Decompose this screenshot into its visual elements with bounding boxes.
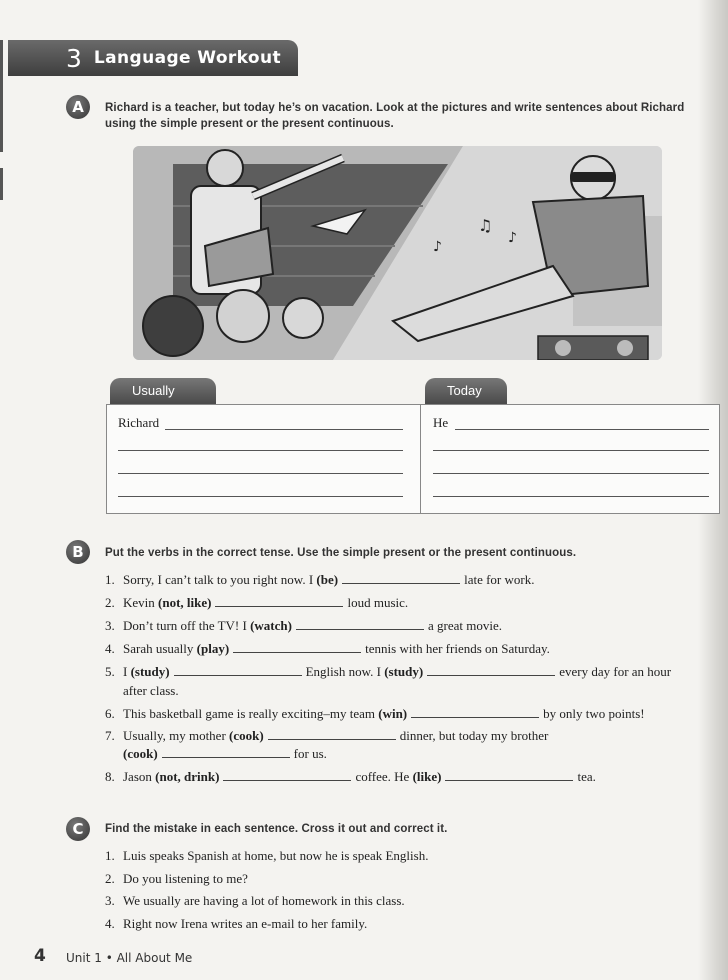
- item-text: Jason: [123, 769, 156, 784]
- tab-today: Today: [425, 378, 507, 404]
- verb-cue: (watch): [250, 618, 292, 633]
- verb-cue: (cook): [229, 728, 264, 743]
- illustration: [133, 146, 662, 360]
- answer-blank[interactable]: [268, 728, 396, 740]
- exercise-c-item: [105, 848, 428, 864]
- item-number: 1.: [105, 848, 115, 863]
- svg-text:♪: ♪: [433, 239, 442, 255]
- svg-text:♪: ♪: [508, 230, 517, 246]
- part-a-instruction-line2: using the simple present or the present continuous.: [105, 118, 394, 130]
- teacher-vacation-illustration: [133, 146, 662, 360]
- item-text[interactable]: Luis speaks Spanish at home, but now he is speak English.: [123, 848, 429, 863]
- exercise-b-item: [105, 618, 502, 634]
- answer-line[interactable]: [433, 473, 709, 474]
- answer-line[interactable]: [165, 429, 403, 430]
- footer-unit-title: Unit 1 • All About Me: [66, 951, 193, 965]
- exercise-b-item: [105, 728, 548, 744]
- answer-blank[interactable]: [427, 664, 555, 676]
- item-text: Kevin: [123, 595, 159, 610]
- verb-cue: (study): [384, 664, 424, 679]
- answer-line[interactable]: [118, 450, 403, 451]
- item-text: by only two points!: [543, 706, 645, 721]
- item-text: for us.: [293, 746, 327, 761]
- exercise-b-item: [105, 641, 550, 657]
- answer-table: [106, 404, 720, 514]
- answer-line[interactable]: [433, 496, 709, 497]
- verb-cue: (cook): [123, 746, 158, 761]
- answer-blank[interactable]: [174, 664, 302, 676]
- badge-c: C: [66, 817, 90, 841]
- exercise-b-item: [105, 664, 671, 680]
- margin-rule: [0, 40, 3, 152]
- page-number: 4: [34, 946, 46, 966]
- section-number: 3: [66, 43, 82, 73]
- answer-blank[interactable]: [233, 641, 361, 653]
- section-title: Language Workout: [93, 48, 282, 68]
- item-text: coffee. He: [355, 769, 413, 784]
- tab-usually: Usually: [110, 378, 216, 404]
- exercise-b-item: [105, 595, 408, 611]
- exercise-b-item-continued: after class.: [123, 683, 179, 698]
- answer-blank[interactable]: [223, 769, 351, 781]
- badge-b: B: [66, 540, 90, 564]
- verb-cue: (win): [378, 706, 408, 721]
- item-number: 1.: [105, 572, 115, 587]
- answer-line[interactable]: [118, 473, 403, 474]
- item-number: 3.: [105, 618, 115, 633]
- answer-blank[interactable]: [342, 572, 460, 584]
- item-text: tennis with her friends on Saturday.: [365, 641, 550, 656]
- item-text: I: [123, 664, 131, 679]
- verb-cue: (not, like): [158, 595, 212, 610]
- item-number: 2.: [105, 595, 115, 610]
- item-text: Don’t turn off the TV! I: [123, 618, 251, 633]
- answer-line[interactable]: [455, 429, 709, 430]
- exercise-b-item: [105, 769, 596, 785]
- item-text: every day for an hour: [559, 664, 672, 679]
- section-header: [8, 40, 298, 76]
- item-text: Sorry, I can’t talk to you right now. I: [123, 572, 317, 587]
- exercise-c-item: [105, 916, 367, 932]
- item-text: This basketball game is really exciting–my team: [123, 706, 379, 721]
- item-text: dinner, but today my brother: [399, 728, 549, 743]
- exercise-b-item: [105, 572, 534, 588]
- answer-blank[interactable]: [445, 769, 573, 781]
- item-number: 3.: [105, 893, 115, 908]
- usually-start: Richard: [118, 415, 160, 430]
- item-text: a great movie.: [427, 618, 502, 633]
- verb-cue: (not, drink): [155, 769, 220, 784]
- answer-line[interactable]: [433, 450, 709, 451]
- item-text[interactable]: We usually are having a lot of homework in this class.: [123, 893, 405, 908]
- verb-cue: (like): [412, 769, 442, 784]
- item-number: 4.: [105, 916, 115, 931]
- item-number: 7.: [105, 728, 115, 743]
- answer-line[interactable]: [118, 496, 403, 497]
- margin-rule: [0, 168, 3, 200]
- item-text: English now. I: [305, 664, 385, 679]
- exercise-c-item: [105, 871, 248, 887]
- item-number: 4.: [105, 641, 115, 656]
- badge-a: A: [66, 95, 90, 119]
- exercise-b-item: [105, 706, 645, 722]
- part-a-instruction-line1: Richard is a teacher, but today he’s on vacation. Look at the pictures and write sentences about Richard: [105, 102, 685, 114]
- item-number: 8.: [105, 769, 115, 784]
- part-b-instruction: Put the verbs in the correct tense. Use the simple present or the present continuous.: [105, 547, 577, 559]
- item-number: 2.: [105, 871, 115, 886]
- item-text: Sarah usually: [123, 641, 197, 656]
- item-text[interactable]: Do you listening to me?: [123, 871, 248, 886]
- exercise-b-item-continued: [123, 746, 327, 762]
- answer-blank[interactable]: [215, 595, 343, 607]
- item-text: tea.: [577, 769, 596, 784]
- verb-cue: (play): [196, 641, 230, 656]
- table-divider: [420, 405, 421, 513]
- answer-blank[interactable]: [411, 706, 539, 718]
- answer-blank[interactable]: [162, 746, 290, 758]
- exercise-c-item: [105, 893, 405, 909]
- today-start: He: [433, 415, 449, 430]
- verb-cue: (study): [130, 664, 170, 679]
- item-text: Usually, my mother: [123, 728, 230, 743]
- item-text[interactable]: Right now Irena writes an e-mail to her family.: [123, 916, 368, 931]
- svg-text:♫: ♫: [478, 216, 493, 235]
- part-c-instruction: Find the mistake in each sentence. Cross it out and correct it.: [105, 823, 448, 835]
- verb-cue: (be): [316, 572, 339, 587]
- part-a-instruction: [105, 100, 705, 132]
- item-text: late for work.: [464, 572, 535, 587]
- answer-blank[interactable]: [296, 618, 424, 630]
- item-text: loud music.: [347, 595, 409, 610]
- item-number: 6.: [105, 706, 115, 721]
- item-number: 5.: [105, 664, 115, 679]
